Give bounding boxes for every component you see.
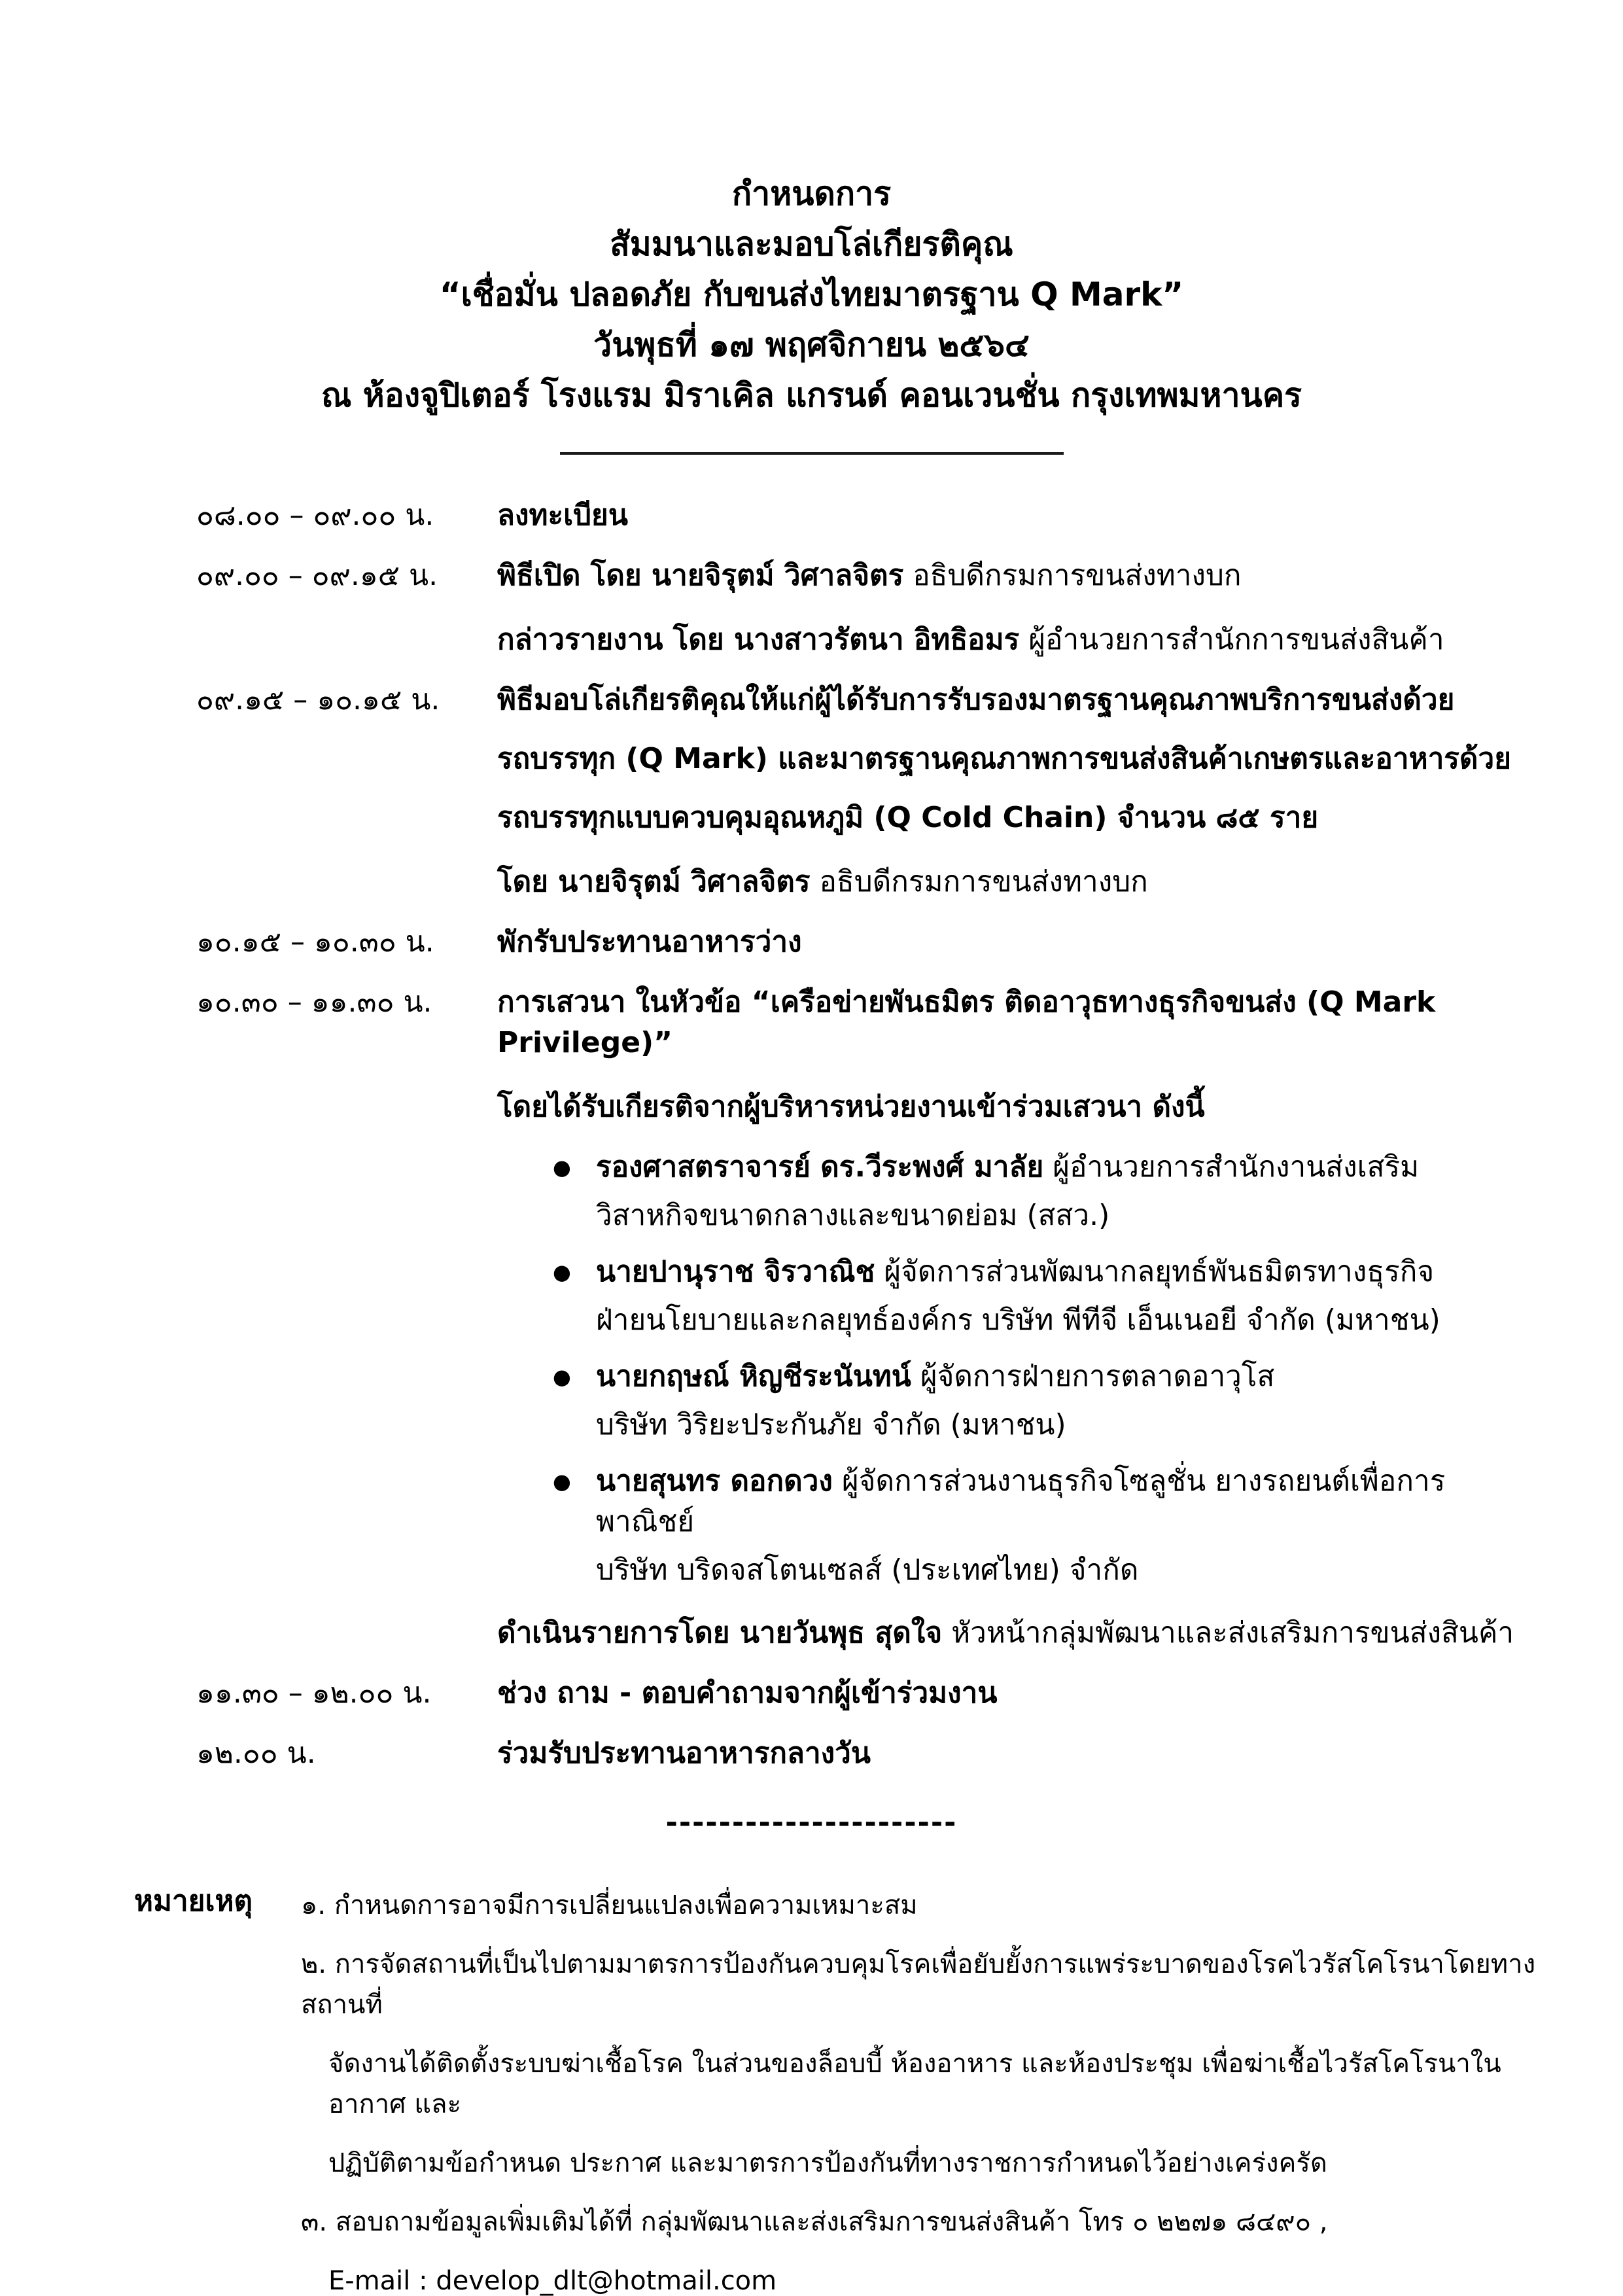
activity-bold-text: พิธีมอบโล่เกียรติคุณให้แก่ผู้ได้รับการรับรองมาตรฐานคุณภาพบริการขนส่งด้วย (497, 683, 1455, 716)
moderator-line (497, 1613, 1551, 1653)
activity-bold-text: พิธีเปิด โดย นายจิรุตม์ วิศาลจิตร (497, 559, 904, 592)
panelist-entry (596, 1147, 1551, 1236)
title-line-5-venue: ณ ห้องจูปิเตอร์ โรงแรม มิราเคิล แกรนด์ คอนเวนชั่น กรุงเทพมหานคร (321, 376, 1302, 414)
schedule-activity (497, 982, 1623, 1653)
schedule-row (0, 1733, 1623, 1774)
activity-bold-text: โดยได้รับเกียรติจากผู้บริหารหน่วยงานเข้าร่วมเสวนา ดังนี้ (497, 1090, 1205, 1123)
panelist-item (553, 1252, 1551, 1341)
schedule-activity-line (497, 1733, 1551, 1774)
panelist-name: นายกฤษณ์ หิญชีระนันทน์ (596, 1360, 911, 1393)
schedule-activity (497, 495, 1623, 536)
panelist-title: ผู้จัดการส่วนพัฒนากลยุทธ์พันธมิตรทางธุรกิจ (884, 1255, 1435, 1288)
bullet-icon: ● (553, 1469, 571, 1494)
bullet-icon: ● (553, 1364, 571, 1389)
panelist-name: นายสุนทร ดอกดวง (596, 1464, 833, 1498)
panelist-headline (596, 1356, 1512, 1397)
panelist-headline (596, 1252, 1512, 1292)
bullet-icon: ● (553, 1260, 571, 1284)
schedule-row (0, 1673, 1623, 1714)
email-line: E-mail : develop_dlt@hotmail.com (328, 2266, 777, 2296)
bullet-icon: ● (553, 1155, 571, 1180)
panelist-detail: ฝ่ายนโยบายและกลยุทธ์องค์กร บริษัท พีทีจี เอ็นเนอยี จำกัด (มหาชน) (596, 1303, 1440, 1337)
activity-bold-text: ลงทะเบียน (497, 499, 628, 532)
schedule-row (0, 982, 1623, 1653)
panelist-detail: วิสาหกิจขนาดกลางและขนาดย่อม (สสว.) (596, 1199, 1110, 1232)
note-line-3: ๓. สอบถามข้อมูลเพิ่มเติมได้ที่ กลุ่มพัฒนาและส่งเสริมการขนส่งสินค้า โทร ๐ ๒๒๗๑ ๘๔๙๐ , (301, 2207, 1328, 2237)
note-line-2: ๒. การจัดสถานที่เป็นไปตามมาตรการป้องกันควบคุมโรคเพื่อยับยั้งการแพร่ระบาดของโรคไวรัสโคโรนาโดยทางสถานที่ (301, 1949, 1536, 2020)
schedule-time: ๑๒.๐๐ น. (196, 1737, 316, 1770)
activity-bold-text: โดย นายจิรุตม์ วิศาลจิตร (497, 865, 811, 898)
schedule-activity-line (497, 798, 1551, 838)
header-divider-line (560, 452, 1064, 455)
section-divider-dashes: ---------------------- (665, 1806, 958, 1839)
schedule-row (0, 495, 1623, 536)
notes-body (301, 1881, 1623, 2296)
activity-bold-text: รถบรรทุกแบบควบคุมอุณหภูมิ (Q Cold Chain) จำนวน ๘๕ ราย (497, 801, 1319, 834)
schedule-time: ๑๑.๓๐ – ๑๒.๐๐ น. (196, 1676, 432, 1710)
panelist-name: รองศาสตราจารย์ ดร.วีระพงศ์ มาลัย (596, 1150, 1044, 1184)
title-line-2: สัมมนาและมอบโล่เกียรติคุณ (610, 225, 1013, 263)
title-line-3-slogan: “เชื่อมั่น ปลอดภัย กับขนส่งไทยมาตรฐาน Q Mark” (439, 275, 1184, 313)
panelist-detail: บริษัท บริดจสโตนเซลส์ (ประเทศไทย) จำกัด (596, 1553, 1139, 1587)
schedule-time: ๐๘.๐๐ – ๐๙.๐๐ น. (196, 499, 434, 532)
schedule-activity (497, 1733, 1623, 1774)
panelist-title: ผู้จัดการฝ่ายการตลาดอาวุโส (920, 1360, 1275, 1393)
activity-normal-text: อธิบดีกรมการขนส่งทางบก (913, 559, 1242, 592)
schedule-activity-line (497, 862, 1551, 902)
note-line-1: ๑. กำหนดการอาจมีการเปลี่ยนแปลงเพื่อความเหมาะสม (301, 1890, 918, 1920)
schedule-activity-line (497, 680, 1551, 720)
moderator-name: ดำเนินรายการโดย นายวันพุธ สุดใจ (497, 1616, 943, 1650)
panelist-entry (596, 1461, 1551, 1591)
panelist-entry (596, 1252, 1551, 1341)
notes-label: หมายเหตุ (134, 1884, 253, 1918)
panelist-item (553, 1356, 1551, 1445)
activity-bold-text: พักรับประทานอาหารว่าง (497, 925, 802, 959)
schedule-row (0, 922, 1623, 963)
schedule-activity (497, 680, 1623, 902)
schedule-activity-line (497, 495, 1551, 536)
document-header (0, 0, 1623, 421)
panelist-item (553, 1147, 1551, 1236)
panelist-headline (596, 1461, 1512, 1542)
schedule-time: ๑๐.๑๕ – ๑๐.๓๐ น. (196, 925, 434, 959)
schedule-activity (497, 1673, 1623, 1714)
note-line-2-continued: ปฏิบัติตามข้อกำหนด ประกาศ และมาตรการป้องกันที่ทางราชการกำหนดไว้อย่างเคร่งครัด (328, 2148, 1327, 2178)
activity-bold-text: กล่าวรายงาน โดย นางสาวรัตนา อิทธิอมร (497, 623, 1020, 656)
schedule-row (0, 556, 1623, 660)
schedule-activity (497, 556, 1623, 660)
note-line-2-continued: จัดงานได้ติดตั้งระบบฆ่าเชื้อโรค ในส่วนของล็อบบี้ ห้องอาหาร และห้องประชุม เพื่อฆ่าเชื้อไวรัสโคโรนาในอากาศ และ (328, 2049, 1501, 2119)
schedule-activity-line (497, 739, 1551, 779)
panelist-item (553, 1461, 1551, 1591)
moderator-title: หัวหน้ากลุ่มพัฒนาและส่งเสริมการขนส่งสินค้า (951, 1616, 1514, 1650)
schedule-activity-line (497, 1673, 1551, 1714)
panelist-list (553, 1147, 1551, 1591)
activity-bold-text: ช่วง ถาม - ตอบคำถามจากผู้เข้าร่วมงาน (497, 1676, 998, 1710)
activity-bold-text: รถบรรทุก (Q Mark) และมาตรฐานคุณภาพการขนส่งสินค้าเกษตรและอาหารด้วย (497, 742, 1511, 775)
schedule-time: ๐๙.๑๕ – ๑๐.๑๕ น. (196, 683, 440, 716)
schedule-activity-line (497, 922, 1551, 963)
schedule-activity-line (497, 556, 1551, 596)
schedule-activity (497, 922, 1623, 963)
panelist-entry (596, 1356, 1551, 1445)
title-line-1: กำหนดการ (731, 175, 892, 213)
activity-normal-text: ผู้อำนวยการสำนักการขนส่งสินค้า (1028, 623, 1444, 656)
panelist-title: ผู้จัดการส่วนงานธุรกิจโซลูชั่น ยางรถยนต์เพื่อการพาณิชย์ (596, 1464, 1446, 1538)
schedule-row (0, 680, 1623, 902)
schedule-time: ๑๐.๓๐ – ๑๑.๓๐ น. (196, 985, 432, 1019)
panelist-title: ผู้อำนวยการสำนักงานส่งเสริม (1053, 1150, 1420, 1184)
schedule-activity-line (497, 1087, 1551, 1127)
schedule-activity-line (497, 982, 1551, 1063)
activity-normal-text: อธิบดีกรมการขนส่งทางบก (819, 865, 1148, 898)
activity-bold-text: ร่วมรับประทานอาหารกลางวัน (497, 1737, 871, 1770)
activity-bold-text: การเสวนา ในหัวข้อ “เครือข่ายพันธมิตร ติดอาวุธทางธุรกิจขนส่ง (Q Mark Privilege)” (497, 985, 1436, 1059)
notes-section (0, 1881, 1623, 2296)
panelist-detail: บริษัท วิริยะประกันภัย จำกัด (มหาชน) (596, 1408, 1066, 1441)
title-line-4-date: วันพุธที่ ๑๗ พฤศจิกายน ๒๕๖๔ (593, 326, 1030, 364)
schedule-time: ๐๙.๐๐ – ๐๙.๑๕ น. (196, 559, 438, 592)
schedule-list (0, 495, 1623, 1774)
panelist-headline (596, 1147, 1512, 1188)
schedule-activity-line (497, 620, 1551, 660)
panelist-name: นายปานุราช จิรวาณิช (596, 1255, 875, 1288)
